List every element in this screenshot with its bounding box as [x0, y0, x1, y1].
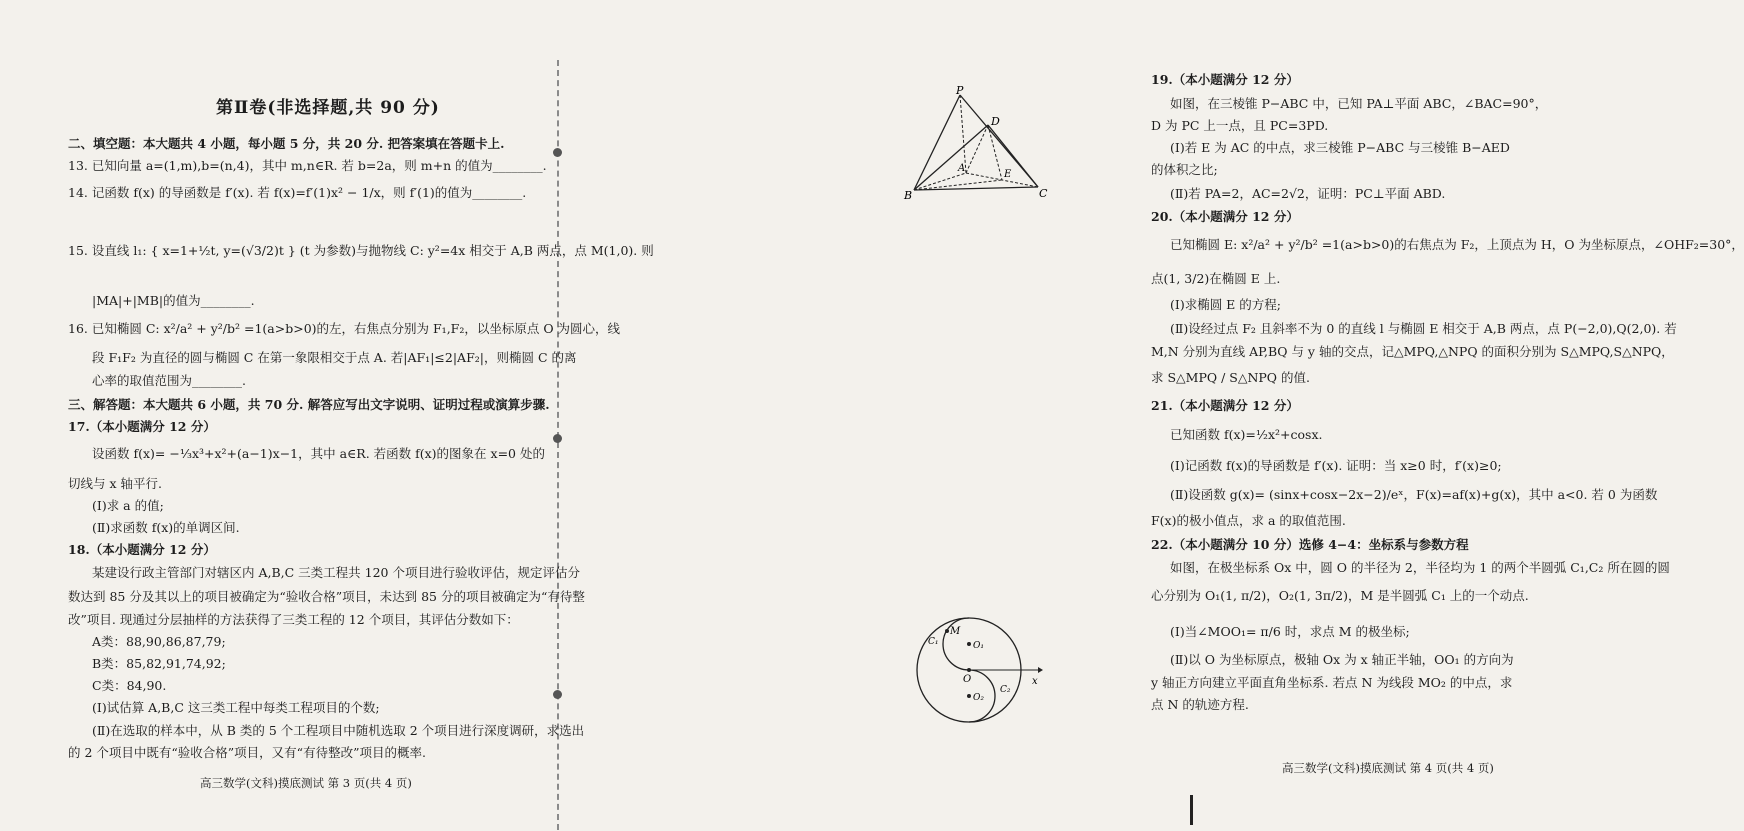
question-14: 14. 记函数 f(x) 的导函数是 f′(x). 若 f(x)=f′(1)x² − 1/x，则 f′(1)的值为________. [68, 185, 527, 200]
question-20-header: 20.（本小题满分 12 分） [1151, 209, 1299, 224]
question-17-line1: 设函数 f(x)= −⅓x³+x²+(a−1)x−1，其中 a∈R. 若函数 f(x)的图象在 x=0 处的 [92, 446, 545, 461]
question-19-part1: (Ⅰ)若 E 为 AC 的中点，求三棱锥 P−ABC 与三棱锥 B−AED [1170, 140, 1510, 155]
question-18-part1: (Ⅰ)试估算 A,B,C 这三类工程中每类工程项目的个数; [92, 700, 380, 715]
question-15-line2: |MA|+|MB|的值为________. [92, 293, 255, 308]
question-20-line2: 点(1, 3/2)在椭圆 E 上. [1151, 271, 1281, 286]
question-20-part1: (Ⅰ)求椭圆 E 的方程; [1170, 297, 1281, 312]
label-b: B [904, 189, 913, 202]
question-19-line2: D 为 PC 上一点，且 PC=3PD. [1151, 118, 1329, 133]
label-c1: C₁ [928, 637, 939, 647]
question-17-part1: (Ⅰ)求 a 的值; [92, 498, 164, 513]
section-fill-blank-header: 二、填空题：本大题共 4 小题，每小题 5 分，共 20 分. 把答案填在答题卡上. [68, 136, 505, 151]
question-18-part2: (Ⅱ)在选取的样本中，从 B 类的 5 个工程项目中随机选取 2 个项目进行深度调研，求选出 [92, 723, 585, 738]
label-o1: O₁ [973, 641, 984, 651]
question-21-line1: 已知函数 f(x)=½x²+cosx. [1170, 427, 1323, 442]
question-18-line2: 数达到 85 分及其以上的项目被确定为“验收合格”项目，未达到 85 分的项目被确定为“有待整 [68, 589, 585, 604]
label-a: A [958, 163, 966, 174]
question-20-part2-line1: (Ⅱ)设经过点 F₂ 且斜率不为 0 的直线 l 与椭圆 E 相交于 A,B 两点，点 P(−2,0),Q(2,0). 若 [1170, 321, 1677, 336]
page-title: 第Ⅱ卷(非选择题,共 90 分) [216, 98, 440, 118]
point-m [945, 629, 949, 633]
point-o [967, 668, 971, 672]
question-19-line3: 的体积之比; [1151, 162, 1218, 177]
question-21-part1: (Ⅰ)记函数 f(x)的导函数是 f′(x). 证明：当 x≥0 时，f′(x)≥0; [1170, 458, 1502, 473]
question-20-part2-line3: 求 S△MPQ / S△NPQ 的值. [1151, 370, 1310, 385]
question-18-line3: 改”项目. 现通过分层抽样的方法获得了三类工程的 12 个项目，其评估分数如下： [68, 612, 519, 627]
question-16-line3: 心率的取值范围为________. [92, 373, 246, 388]
label-c: C [1039, 187, 1048, 200]
question-13: 13. 已知向量 a=(1,m),b=(n,4)，其中 m,n∈R. 若 b=2a，则 m+n 的值为________. [68, 158, 547, 173]
label-x-axis: x [1032, 676, 1038, 687]
label-d: D [991, 115, 1000, 128]
label-m: M [950, 626, 961, 637]
question-19-header: 19.（本小题满分 12 分） [1151, 72, 1299, 87]
question-18-line1: 某建设行政主管部门对辖区内 A,B,C 三类工程共 120 个项目进行验收评估，规定评估分 [92, 565, 580, 580]
label-e: E [1004, 169, 1012, 180]
question-17-line2: 切线与 x 轴平行. [68, 476, 162, 491]
question-18-class-b: B类：85,82,91,74,92; [92, 656, 226, 671]
question-22-line1: 如图，在极坐标系 Ox 中，圆 O 的半径为 2，半径均为 1 的两个半圆弧 C₁,C₂ 所在圆的圆 [1170, 560, 1670, 575]
section-answer-header: 三、解答题：本大题共 6 小题，共 70 分. 解答应写出文字说明、证明过程或演算步骤. [68, 397, 550, 412]
page-footer: 高三数学(文科)摸底测试 第 3 页(共 4 页) [200, 776, 412, 790]
question-17-header: 17.（本小题满分 12 分） [68, 419, 216, 434]
question-18-header: 18.（本小题满分 12 分） [68, 542, 216, 557]
question-18-class-c: C类：84,90. [92, 678, 167, 693]
question-19-line1: 如图，在三棱锥 P−ABC 中，已知 PA⊥平面 ABC，∠BAC=90°， [1170, 96, 1548, 111]
question-22-line2: 心分别为 O₁(1, π/2)，O₂(1, 3π/2)，M 是半圆弧 C₁ 上的一个动点. [1151, 588, 1529, 603]
question-15-line1: 15. 设直线 l₁: { x=1+½t, y=(√3/2)t } (t 为参数)与抛物线 C: y²=4x 相交于 A,B 两点，点 M(1,0). 则 [68, 243, 654, 258]
edge-ad [966, 125, 988, 173]
label-p: P [956, 84, 964, 97]
edge-pb [914, 95, 960, 190]
question-18-line4: 的 2 个项目中既有“验收合格”项目，又有“有待整改”项目的概率. [68, 745, 426, 760]
question-22-part2-line2: y 轴正方向建立平面直角坐标系. 若点 N 为线段 MO₂ 的中点，求 [1151, 675, 1513, 690]
question-18-class-a: A类：88,90,86,87,79; [92, 634, 226, 649]
question-22-header: 22.（本小题满分 10 分）选修 4−4：坐标系与参数方程 [1151, 537, 1469, 552]
edge-pa [960, 95, 966, 173]
label-c2: C₂ [1000, 685, 1011, 695]
question-22-part1: (Ⅰ)当∠MOO₁= π/6 时，求点 M 的极坐标; [1170, 624, 1410, 639]
label-o2: O₂ [973, 693, 984, 703]
edge-bd [914, 125, 988, 190]
question-22-part2-line1: (Ⅱ)以 O 为坐标原点，极轴 Ox 为 x 轴正半轴，OO₁ 的方向为 [1170, 652, 1514, 667]
page-divider [557, 60, 559, 830]
polar-circle-figure [914, 608, 1044, 734]
tetrahedron-figure [900, 85, 1050, 205]
question-19-part2: (Ⅱ)若 PA=2，AC=2√2，证明：PC⊥平面 ABD. [1170, 186, 1446, 201]
question-16-line1: 16. 已知椭圆 C: x²/a² + y²/b² =1(a>b>0)的左，右焦点分别为 F₁,F₂，以坐标原点 O 为圆心，线 [68, 321, 621, 336]
question-22-part2-line3: 点 N 的轨迹方程. [1151, 697, 1249, 712]
question-21-header: 21.（本小题满分 12 分） [1151, 398, 1299, 413]
label-o: O [963, 674, 972, 685]
question-21-part2-line1: (Ⅱ)设函数 g(x)= (sinx+cosx−2x−2)/eˣ，F(x)=af(x)+g(x)，其中 a<0. 若 0 为函数 [1170, 487, 1658, 502]
question-17-part2: (Ⅱ)求函数 f(x)的单调区间. [92, 520, 240, 535]
page-footer: 高三数学(文科)摸底测试 第 4 页(共 4 页) [1282, 761, 1494, 775]
question-21-part2-line2: F(x)的极小值点，求 a 的取值范围. [1151, 513, 1346, 528]
axis-arrow-icon [1038, 667, 1043, 673]
question-20-line1: 已知椭圆 E: x²/a² + y²/b² =1(a>b>0)的右焦点为 F₂，上顶点为 H，O 为坐标原点，∠OHF₂=30°， [1170, 237, 1744, 252]
point-o2 [967, 694, 971, 698]
edge-bc [914, 187, 1038, 190]
page-4 [566, 0, 1744, 831]
question-16-line2: 段 F₁F₂ 为直径的圆与椭圆 C 在第一象限相交于点 A. 若|AF₁|≤2|AF₂|，则椭圆 C 的离 [92, 350, 577, 365]
question-20-part2-line2: M,N 分别为直线 AP,BQ 与 y 轴的交点，记△MPQ,△NPQ 的面积分别为 S△MPQ,S△NPQ， [1151, 344, 1674, 359]
point-o1 [967, 642, 971, 646]
page-3 [0, 0, 654, 831]
